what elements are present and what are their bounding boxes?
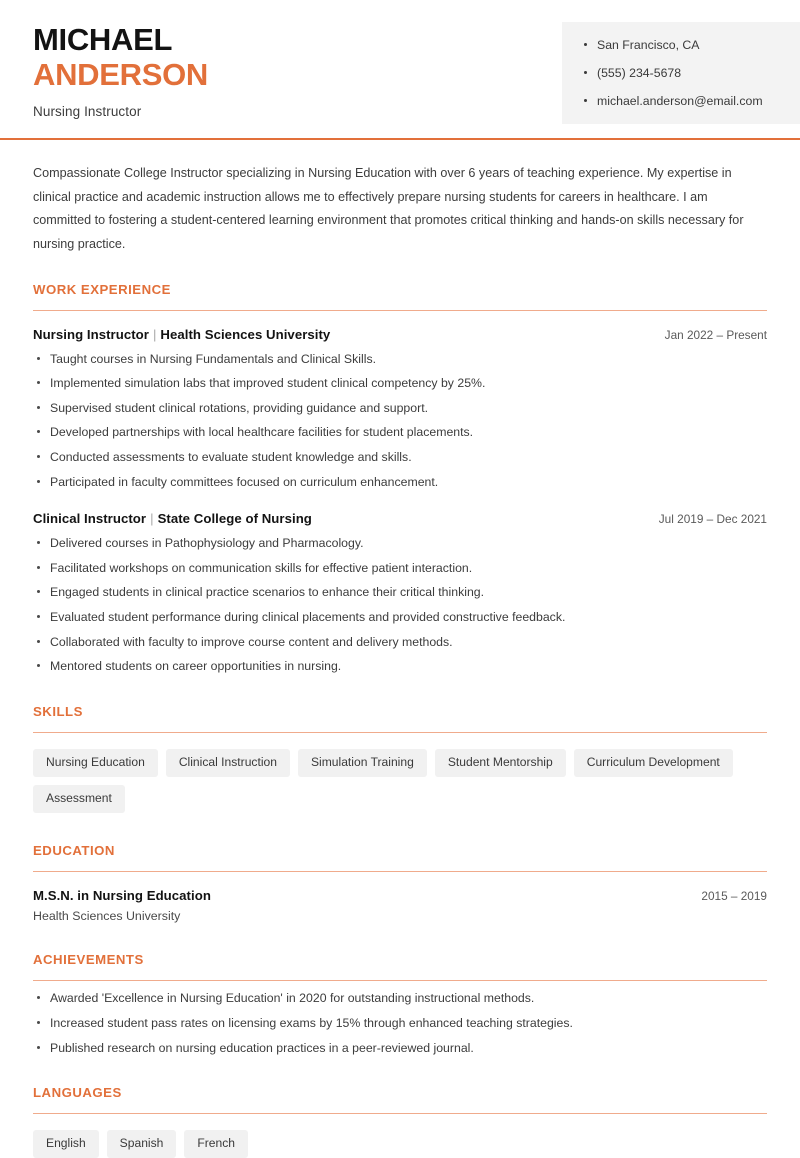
skill-chip: Curriculum Development bbox=[574, 749, 733, 777]
contact-phone[interactable]: (555) 234-5678 bbox=[584, 66, 780, 81]
skill-chip: Student Mentorship bbox=[435, 749, 566, 777]
list-item: Increased student pass rates on licensing exams by 15% through enhanced teaching strategies. bbox=[33, 1015, 767, 1032]
work-entry-bullets bbox=[33, 351, 767, 491]
skill-chip: Assessment bbox=[33, 785, 125, 813]
contact-email[interactable]: michael.anderson@email.com bbox=[584, 94, 780, 109]
languages-chip-list bbox=[33, 1130, 767, 1158]
language-chip: English bbox=[33, 1130, 99, 1158]
education-entry bbox=[33, 888, 767, 923]
identity-block bbox=[0, 0, 208, 119]
skills-chip-list bbox=[33, 749, 767, 814]
work-entry-bullets bbox=[33, 535, 767, 675]
work-entry-header bbox=[33, 511, 767, 526]
list-item: Conducted assessments to evaluate student knowledge and skills. bbox=[33, 449, 767, 466]
work-entry-org: Health Sciences University bbox=[160, 326, 331, 342]
skill-chip: Simulation Training bbox=[298, 749, 427, 777]
section-title-education: EDUCATION bbox=[33, 843, 115, 859]
section-title-achievements: ACHIEVEMENTS bbox=[33, 952, 144, 968]
skill-chip: Nursing Education bbox=[33, 749, 158, 777]
work-entry bbox=[33, 511, 767, 675]
section-education bbox=[33, 843, 767, 923]
list-item: Taught courses in Nursing Fundamentals and Clinical Skills. bbox=[33, 351, 767, 368]
education-entry-header bbox=[33, 888, 767, 903]
education-degree: M.S.N. in Nursing Education bbox=[33, 888, 211, 904]
section-rule bbox=[33, 980, 767, 981]
list-item: Evaluated student performance during clinical placements and provided constructive feedback. bbox=[33, 609, 767, 626]
list-item: Implemented simulation labs that improved student clinical competency by 25%. bbox=[33, 375, 767, 392]
list-item: Awarded 'Excellence in Nursing Education' in 2020 for outstanding instructional methods. bbox=[33, 990, 767, 1007]
list-item: Collaborated with faculty to improve course content and delivery methods. bbox=[33, 634, 767, 651]
work-entry-header bbox=[33, 327, 767, 342]
work-entry-role: Clinical Instructor bbox=[33, 511, 147, 527]
language-chip: Spanish bbox=[107, 1130, 177, 1158]
section-achievements bbox=[33, 952, 767, 1056]
section-rule bbox=[33, 1113, 767, 1114]
work-entry-date: Jan 2022 – Present bbox=[664, 327, 767, 342]
contact-list bbox=[584, 38, 780, 108]
list-item: Facilitated workshops on communication skills for effective patient interaction. bbox=[33, 560, 767, 577]
professional-summary: Compassionate College Instructor specializing in Nursing Education with over 6 years of teaching experience. My expertise in clinical practice and academic instruction allows me to effectively prepare nursing students for careers in healthcare. I am committed to fostering a student-centered learning environment that promotes critical thinking and hands-on skills necessary for nursing practice. bbox=[33, 166, 744, 252]
work-entry bbox=[33, 327, 767, 491]
title-separator: | bbox=[152, 326, 157, 342]
achievements-list bbox=[33, 990, 767, 1056]
section-rule bbox=[33, 871, 767, 872]
work-entry-title bbox=[33, 511, 312, 526]
contact-location: San Francisco, CA bbox=[584, 38, 780, 53]
resume-header bbox=[0, 0, 800, 140]
list-item: Engaged students in clinical practice scenarios to enhance their critical thinking. bbox=[33, 584, 767, 601]
section-rule bbox=[33, 310, 767, 311]
resume-body bbox=[0, 162, 800, 1158]
section-work-experience bbox=[33, 282, 767, 675]
skill-chip: Clinical Instruction bbox=[166, 749, 290, 777]
list-item: Published research on nursing education practices in a peer-reviewed journal. bbox=[33, 1040, 767, 1057]
first-name: MICHAEL bbox=[33, 22, 173, 57]
list-item: Developed partnerships with local healthcare facilities for student placements. bbox=[33, 424, 767, 441]
work-entry-title bbox=[33, 327, 330, 342]
list-item: Delivered courses in Pathophysiology and Pharmacology. bbox=[33, 535, 767, 552]
work-entry-role: Nursing Instructor bbox=[33, 326, 149, 342]
work-entry-date: Jul 2019 – Dec 2021 bbox=[658, 512, 767, 527]
section-skills bbox=[33, 704, 767, 814]
section-title-skills: SKILLS bbox=[33, 703, 83, 719]
language-chip: French bbox=[184, 1130, 248, 1158]
work-entry-org: State College of Nursing bbox=[157, 511, 312, 527]
contact-panel bbox=[562, 22, 800, 124]
headline-job-title: Nursing Instructor bbox=[33, 103, 142, 119]
list-item: Supervised student clinical rotations, providing guidance and support. bbox=[33, 400, 767, 417]
list-item: Participated in faculty committees focused on curriculum enhancement. bbox=[33, 474, 767, 491]
section-title-languages: LANGUAGES bbox=[33, 1085, 122, 1101]
section-rule bbox=[33, 732, 767, 733]
section-title-work-experience: WORK EXPERIENCE bbox=[33, 281, 171, 297]
list-item: Mentored students on career opportunities in nursing. bbox=[33, 658, 767, 675]
title-separator: | bbox=[150, 511, 154, 527]
last-name: ANDERSON bbox=[33, 57, 209, 93]
education-school: Health Sciences University bbox=[33, 909, 181, 924]
education-date: 2015 – 2019 bbox=[701, 889, 767, 904]
section-languages bbox=[33, 1085, 767, 1158]
